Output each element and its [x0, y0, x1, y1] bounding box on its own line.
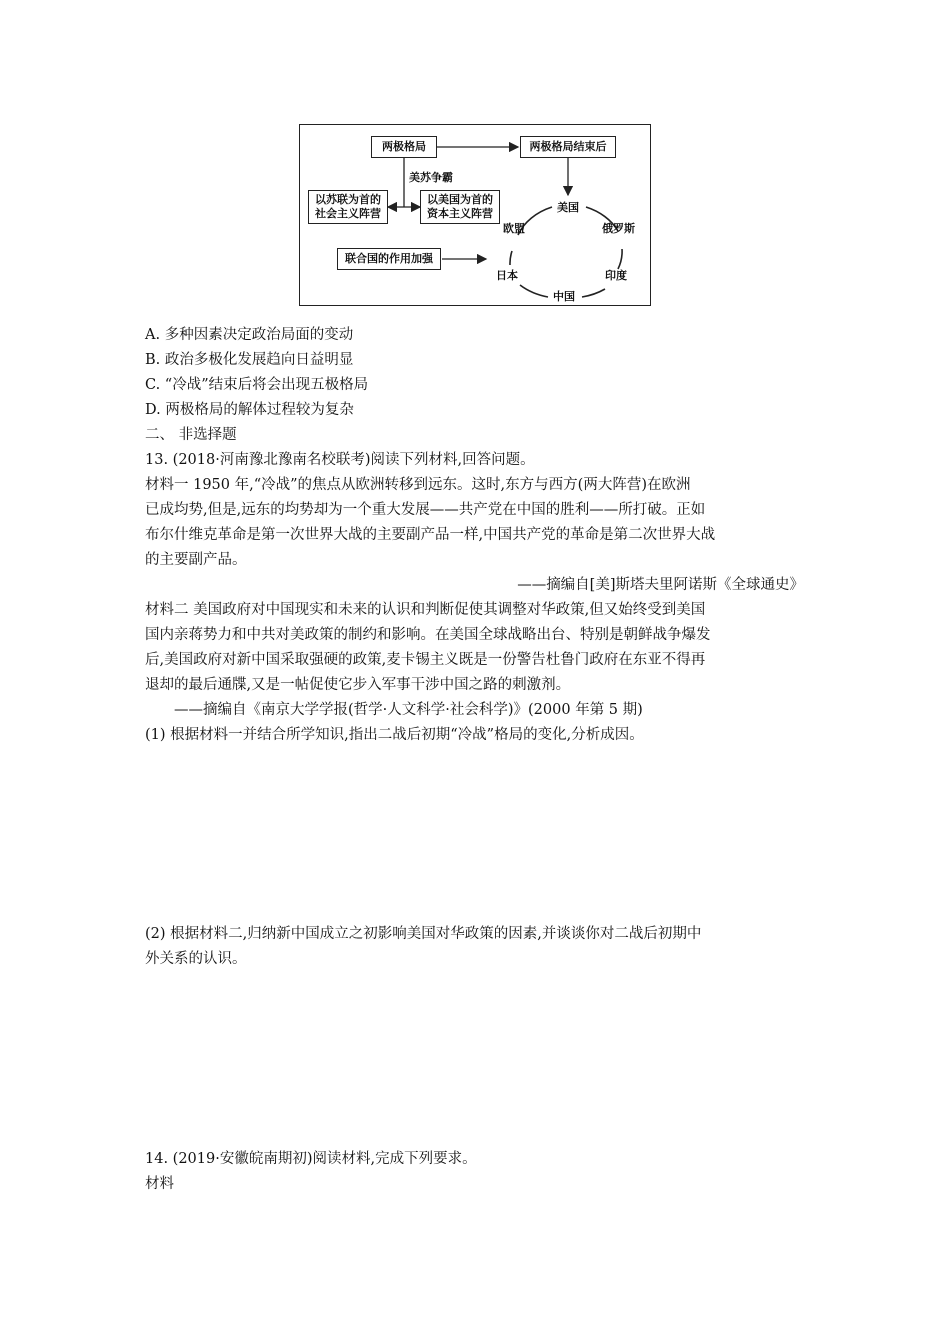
q13-m2-line2: 国内亲蒋势力和中共对美政策的制约和影响。在美国全球战略出台、特别是朝鲜战争爆发	[145, 627, 711, 643]
cycle-arc-left	[510, 251, 512, 265]
us-camp-box	[420, 190, 500, 224]
q13-sub1: (1) 根据材料一并结合所学知识,指出二战后初期“冷战”格局的变化,分析成因。	[145, 727, 644, 743]
cycle-india: 印度	[605, 269, 627, 282]
q13-m2-source: ——摘编自《南京大学学报(哲学·人文科学·社会科学)》(2000 年第 5 期)	[174, 702, 643, 718]
q13-m1-line4: 的主要副产品。	[145, 552, 247, 568]
cycle-russia: 俄罗斯	[602, 222, 635, 235]
cycle-usa: 美国	[557, 201, 579, 214]
q13-m2-line3: 后,美国政府对新中国采取强硬的政策,麦卡锡主义既是一份警告杜鲁门政府在东亚不得再	[145, 652, 706, 668]
us-camp-line2: 资本主义阵营	[427, 207, 493, 220]
q14-header: 14. (2019·安徽皖南期初)阅读材料,完成下列要求。	[145, 1151, 477, 1167]
q13-m1-line3: 布尔什维克革命是第一次世界大战的主要副产品一样,中国共产党的革命是第二次世界大战	[145, 527, 716, 543]
un-role-box: 联合国的作用加强	[337, 248, 441, 270]
bipolar-box: 两极格局	[371, 136, 437, 158]
q13-m2-line1: 材料二 美国政府对中国现实和未来的认识和判断促使其调整对华政策,但又始终受到美国	[145, 602, 706, 618]
soviet-camp-line2: 社会主义阵营	[315, 207, 381, 220]
q13-header: 13. (2018·河南豫北豫南名校联考)阅读下列材料,回答问题。	[145, 452, 535, 468]
soviet-camp-line1: 以苏联为首的	[315, 193, 381, 206]
rivalry-label: 美苏争霸	[409, 171, 453, 184]
soviet-camp-box	[308, 190, 388, 224]
cycle-eu: 欧盟	[503, 222, 525, 235]
q13-sub2-line1: (2) 根据材料二,归纳新中国成立之初影响美国对华政策的因素,并谈谈你对二战后初期中	[145, 926, 702, 942]
option-c: C. “冷战”结束后将会出现五极格局	[145, 377, 369, 393]
us-camp-line1: 以美国为首的	[427, 193, 493, 206]
q13-m1-source: ——摘编自[美]斯塔夫里阿诺斯《全球通史》	[517, 577, 804, 593]
post-bipolar-box: 两极格局结束后	[520, 136, 616, 158]
option-d: D. 两极格局的解体过程较为复杂	[145, 402, 354, 418]
world-pattern-diagram	[299, 124, 651, 306]
cycle-arc-right	[618, 249, 622, 269]
cycle-arc-bottom-left	[520, 285, 548, 297]
q13-m1-line1: 材料一 1950 年,“冷战”的焦点从欧洲转移到远东。这时,东方与西方(两大阵营)在欧洲	[145, 477, 691, 493]
section-title: 二、 非选择题	[145, 427, 237, 443]
q13-sub2-line2: 外关系的认识。	[145, 951, 247, 967]
cycle-japan: 日本	[496, 269, 518, 282]
option-a: A. 多种因素决定政治局面的变动	[145, 327, 354, 343]
q13-m2-line4: 退却的最后通牒,又是一帖促使它步入军事干涉中国之路的刺激剂。	[145, 677, 571, 693]
option-b: B. 政治多极化发展趋向日益明显	[145, 352, 354, 368]
q14-material-label: 材料	[145, 1176, 174, 1192]
q13-m1-line2: 已成均势,但是,远东的均势却为一个重大发展——共产党在中国的胜利——所打破。正如	[145, 502, 706, 518]
cycle-arc-bottom-right	[582, 289, 605, 297]
cycle-china: 中国	[553, 290, 575, 303]
